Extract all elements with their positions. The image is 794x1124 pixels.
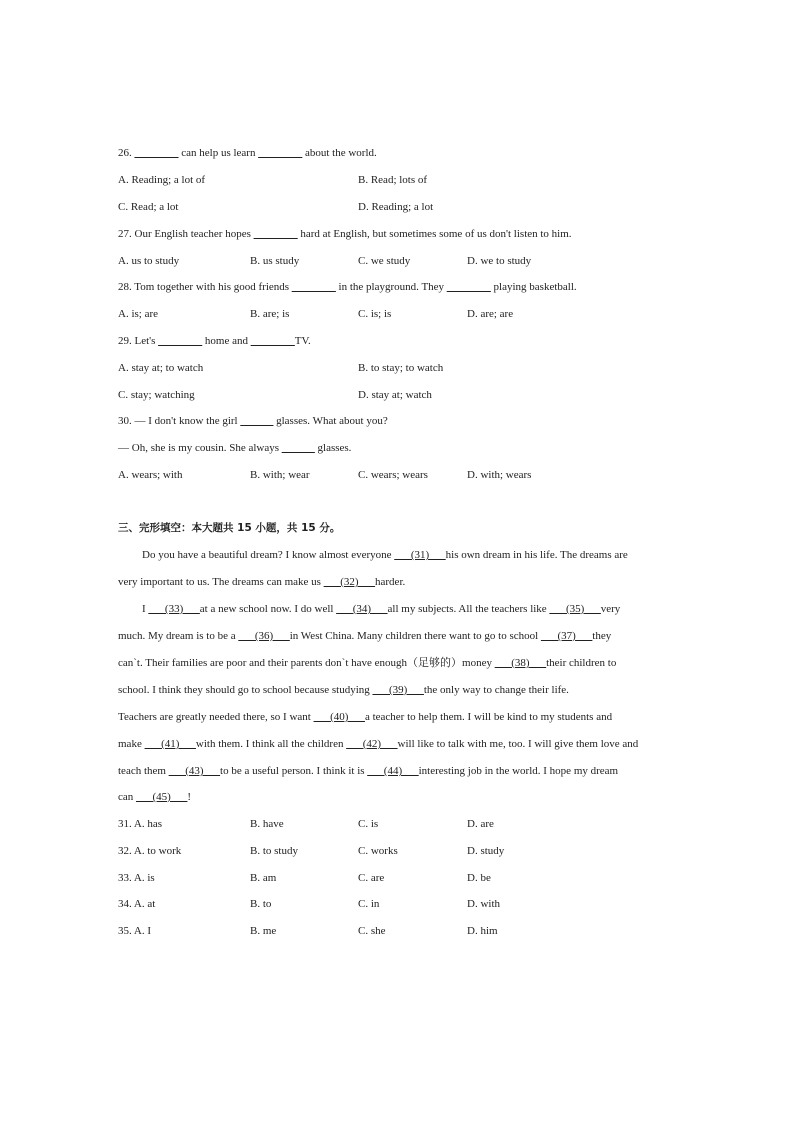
cloze-32-option-d: D. study <box>467 845 505 857</box>
cloze-32-option-b: B. to study <box>250 845 298 857</box>
section-3-title: 三、完形填空：本大题共 15 小题，共 15 分。 <box>118 522 341 534</box>
cloze-31-option-d: D. are <box>467 818 494 830</box>
cloze-line-2: very important to us. The dreams can make us ___(32)___harder. <box>118 576 406 588</box>
cloze-34-option-c: C. in <box>358 898 380 910</box>
cloze-line-6: school. I think they should go to school because studying ___(39)___the only way to change their life. <box>118 684 569 696</box>
question-30-stem-line-1: 30. — I don't know the girl ______ glasses. What about you? <box>118 415 388 427</box>
question-26-stem: 26. ________ can help us learn ________ about the world. <box>118 147 377 159</box>
cloze-34-option-d: D. with <box>467 898 500 910</box>
cloze-line-5: can`t. Their families are poor and their parents don`t have enough（足够的）money ___(38)___their children to <box>118 657 617 669</box>
cloze-33-option-a: 33. A. is <box>118 872 155 884</box>
question-27-option-c: C. we study <box>358 255 411 267</box>
cloze-line-10: can ___(45)___! <box>118 791 192 803</box>
cloze-33-option-d: D. be <box>467 872 491 884</box>
question-26-option-b: B. Read; lots of <box>358 174 428 186</box>
question-26-option-a: A. Reading; a lot of <box>118 174 206 186</box>
cloze-35-option-c: C. she <box>358 925 386 937</box>
cloze-line-3: I ___(33)___at a new school now. I do well ___(34)___all my subjects. All the teachers like ___(35)___very <box>142 603 621 615</box>
question-27-option-b: B. us study <box>250 255 300 267</box>
question-29-stem: 29. Let's ________ home and ________TV. <box>118 335 311 347</box>
cloze-31-option-c: C. is <box>358 818 379 830</box>
question-30-option-a: A. wears; with <box>118 469 183 481</box>
question-27-option-a: A. us to study <box>118 255 180 267</box>
question-28-stem: 28. Tom together with his good friends ________ in the playground. They ________ playing basketball. <box>118 281 577 293</box>
cloze-line-7: Teachers are greatly needed there, so I want ___(40)___a teacher to help them. I will be kind to my students and <box>118 711 613 723</box>
cloze-34-option-a: 34. A. at <box>118 898 156 910</box>
cloze-32-option-a: 32. A. to work <box>118 845 182 857</box>
cloze-line-1: Do you have a beautiful dream? I know almost everyone ___(31)___his own dream in his life. The dreams are <box>142 549 628 561</box>
cloze-33-option-b: B. am <box>250 872 277 884</box>
question-28-option-c: C. is; is <box>358 308 392 320</box>
cloze-35-option-a: 35. A. I <box>118 925 151 937</box>
question-27-stem: 27. Our English teacher hopes ________ hard at English, but sometimes some of us don't listen to him. <box>118 228 572 240</box>
cloze-line-8: make ___(41)___with them. I think all the children ___(42)___will like to talk with me, too. I will give them love and <box>118 738 639 750</box>
question-29-option-a: A. stay at; to watch <box>118 362 204 374</box>
question-29-option-c: C. stay; watching <box>118 389 195 401</box>
cloze-35-option-d: D. him <box>467 925 498 937</box>
question-30-stem-line-2: — Oh, she is my cousin. She always ______ glasses. <box>118 442 352 454</box>
question-30-option-b: B. with; wear <box>250 469 310 481</box>
question-30-option-c: C. wears; wears <box>358 469 428 481</box>
cloze-34-option-b: B. to <box>250 898 272 910</box>
cloze-line-9: teach them ___(43)___to be a useful person. I think it is ___(44)___interesting job in the world. I hope my dream <box>118 765 619 777</box>
cloze-32-option-c: C. works <box>358 845 398 857</box>
cloze-31-option-a: 31. A. has <box>118 818 162 830</box>
question-27-option-d: D. we to study <box>467 255 532 267</box>
cloze-line-4: much. My dream is to be a ___(36)___in West China. Many children there want to go to school ___(37)___they <box>118 630 612 642</box>
question-29-option-b: B. to stay; to watch <box>358 362 444 374</box>
question-26-option-c: C. Read; a lot <box>118 201 179 213</box>
cloze-31-option-b: B. have <box>250 818 284 830</box>
question-28-option-b: B. are; is <box>250 308 290 320</box>
cloze-33-option-c: C. are <box>358 872 385 884</box>
question-28-option-a: A. is; are <box>118 308 159 320</box>
cloze-35-option-b: B. me <box>250 925 277 937</box>
question-26-option-d: D. Reading; a lot <box>358 201 434 213</box>
question-28-option-d: D. are; are <box>467 308 514 320</box>
question-29-option-d: D. stay at; watch <box>358 389 432 401</box>
question-30-option-d: D. with; wears <box>467 469 532 481</box>
